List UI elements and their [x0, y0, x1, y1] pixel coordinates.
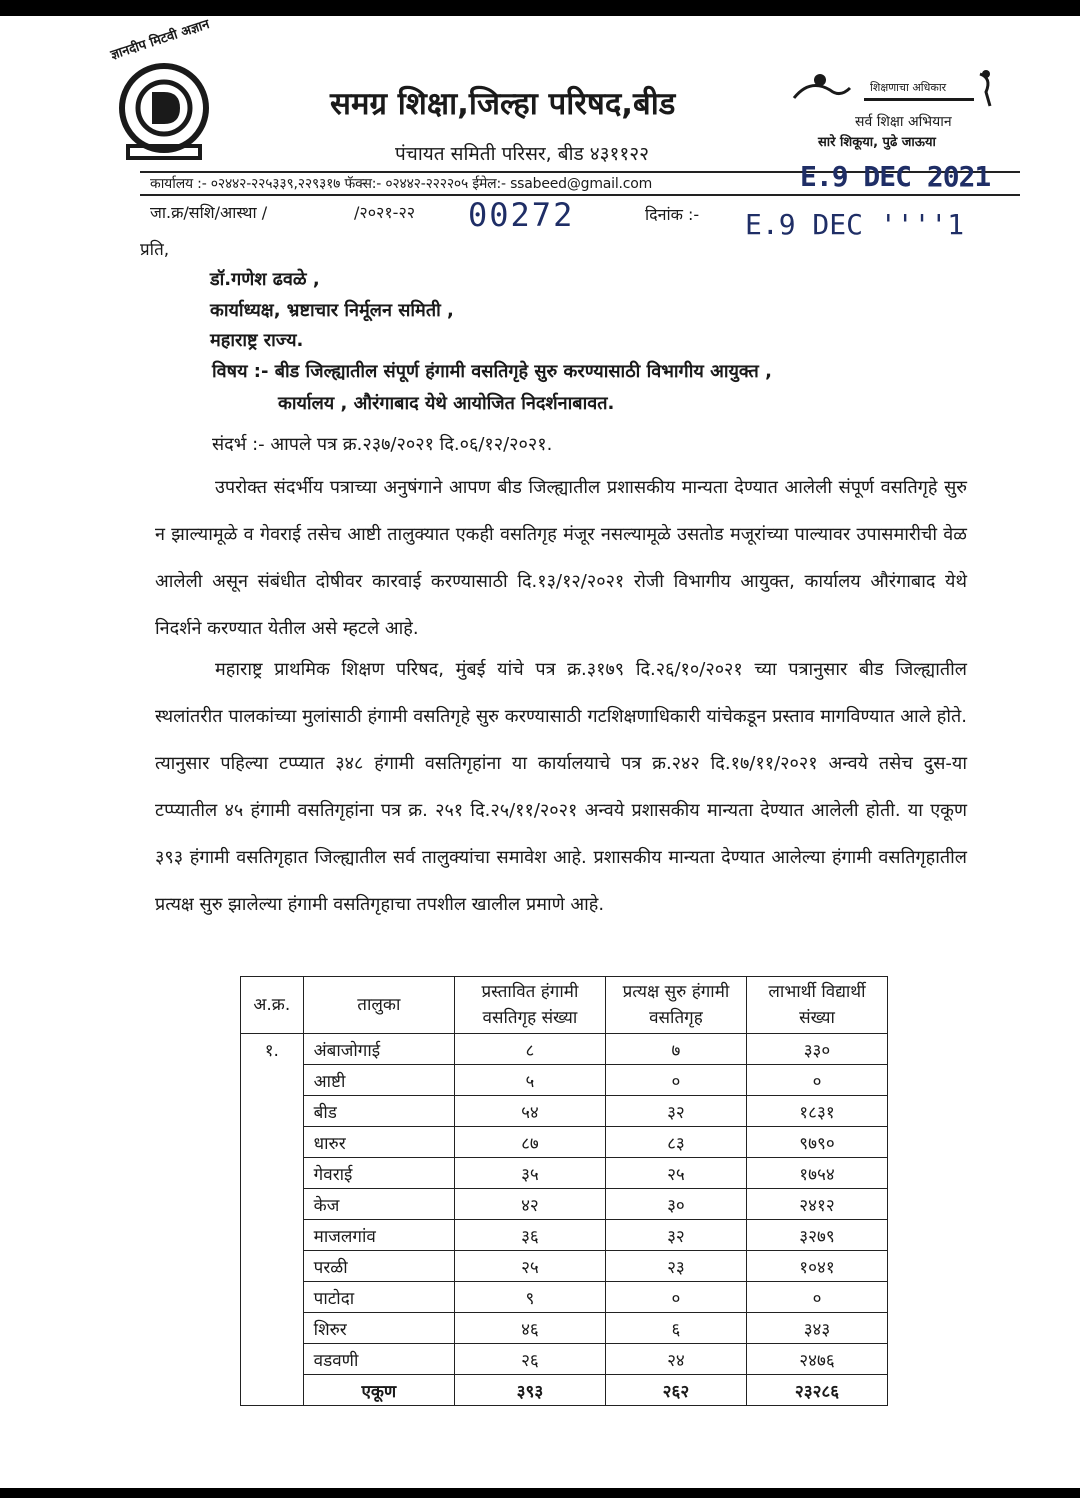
table-cell-proposed: ३५	[454, 1158, 605, 1189]
reference-prefix: जा.क्र/सशि/आस्था /	[150, 203, 268, 222]
body-paragraph-1: उपरोक्त संदर्भीय पत्राच्या अनुषंगाने आपण बीड जिल्ह्यातील प्रशासकीय मान्यता देण्यात आलेली संपूर्ण वसतिगृहे सुरु न झाल्यामूळे व गेवराई तसेच आष्टी तालुक्यात एकही वसतिगृह मंजूर नसल्यामूळे उसतोड मजूरांच्या पाल्यावर उपासमारीची वेळ आलेली असून संबंधीत दोषीवर कारवाई करण्यासाठी दि.१३/१२/२०२१ रोजी विभागीय आयुक्त, कार्यालय औरंगाबाद येथे निदर्शने करण्यात येतील असे म्हटले आहे.	[155, 477, 967, 639]
table-cell-students: १८३१	[746, 1096, 887, 1127]
table-cell-sr: १.	[241, 1034, 304, 1065]
table-cell-students: ३४३	[746, 1313, 887, 1344]
table-cell-students: ०	[746, 1065, 887, 1096]
office-title: समग्र शिक्षा,जिल्हा परिषद,बीड	[330, 86, 676, 122]
col-header-proposed: प्रस्तावित हंगामी वसतिगृह संख्या	[454, 977, 605, 1034]
table-cell-taluka: गेवराई	[303, 1158, 454, 1189]
office-address: पंचायत समिती परिसर, बीड ४३११२२	[395, 143, 650, 165]
table-row	[241, 1282, 888, 1313]
col-header-taluka: तालुका	[303, 977, 454, 1034]
subject-line-1: विषय :- बीड जिल्ह्यातील संपूर्ण हंगामी वसतिगृहे सुरु करण्यासाठी विभागीय आयुक्त ,	[212, 361, 772, 382]
col-header-started: प्रत्यक्ष सुरु हंगामी वसतिगृह	[605, 977, 746, 1034]
table-cell-taluka: शिरुर	[303, 1313, 454, 1344]
table-cell-proposed: ३६	[454, 1220, 605, 1251]
date-label: दिनांक :-	[645, 205, 700, 224]
table-header-row	[241, 977, 888, 1034]
table-row	[241, 1096, 888, 1127]
col-header-sr: अ.क्र.	[241, 977, 304, 1034]
table-cell-taluka: परळी	[303, 1251, 454, 1282]
table-cell-students: २४१२	[746, 1189, 887, 1220]
table-cell-taluka: वडवणी	[303, 1344, 454, 1375]
table-cell-sr	[241, 1282, 304, 1313]
bottom-black-border	[0, 1488, 1080, 1498]
table-cell-proposed: ५	[454, 1065, 605, 1096]
table-cell-taluka: केज	[303, 1189, 454, 1220]
table-cell-students: २४७६	[746, 1344, 887, 1375]
table-cell-started: २४	[605, 1344, 746, 1375]
top-black-border	[0, 0, 1080, 16]
table-row	[241, 1313, 888, 1344]
date-stamp: E.9 DEC ''''1	[745, 208, 965, 241]
total-students: २३२८६	[746, 1375, 887, 1406]
table-cell-started: २५	[605, 1158, 746, 1189]
table-cell-students: ३२७९	[746, 1220, 887, 1251]
table-cell-taluka: माजलगांव	[303, 1220, 454, 1251]
table-row	[241, 1251, 888, 1282]
emblem-motto: ज्ञानदीप मिटवी अज्ञान	[108, 17, 212, 64]
table-cell-sr	[241, 1313, 304, 1344]
reference-letter: संदर्भ :- आपले पत्र क्र.२३७/२०२१ दि.०६/१२/२०२१.	[212, 434, 553, 455]
table-cell-started: ८३	[605, 1127, 746, 1158]
table-cell-taluka: धारुर	[303, 1127, 454, 1158]
table-cell-sr	[241, 1158, 304, 1189]
table-cell-proposed: ९	[454, 1282, 605, 1313]
table-row	[241, 1127, 888, 1158]
table-cell-taluka: आष्टी	[303, 1065, 454, 1096]
zp-emblem-icon	[98, 46, 230, 164]
table-cell-taluka: पाटोदा	[303, 1282, 454, 1313]
table-cell-taluka: अंबाजोगाई	[303, 1034, 454, 1065]
table-row	[241, 1034, 888, 1065]
to-label: प्रति,	[140, 240, 170, 260]
table-cell-proposed: २५	[454, 1251, 605, 1282]
table-cell-started: ७	[605, 1034, 746, 1065]
table-cell-started: २३	[605, 1251, 746, 1282]
table-cell-taluka: बीड	[303, 1096, 454, 1127]
table-row	[241, 1220, 888, 1251]
subject-line-2: कार्यालय , औरंगाबाद येथे आयोजित निदर्शनाबावत.	[278, 393, 615, 414]
table-cell-students: ३३०	[746, 1034, 887, 1065]
table-cell-students: ९७९०	[746, 1127, 887, 1158]
table-cell-started: ३२	[605, 1096, 746, 1127]
table-row	[241, 1344, 888, 1375]
table-cell-proposed: ४६	[454, 1313, 605, 1344]
table-body	[241, 1034, 888, 1406]
table-row	[241, 1065, 888, 1096]
table-cell-sr	[241, 1344, 304, 1375]
body-paragraph-2: महाराष्ट्र प्राथमिक शिक्षण परिषद, मुंबई यांचे पत्र क्र.३१७९ दि.२६/१०/२०२१ च्या पत्रानुसार बीड जिल्ह्यातील स्थलांतरीत पालकांच्या मुलांसाठी हंगामी वसतिगृहे सुरु करण्यासाठी गटशिक्षणाधिकारी यांचेकडून प्रस्ताव मागविण्यात आले होते. त्यानुसार पहिल्या टप्प्यात ३४८ हंगामी वसतिगृहांना या कार्यालयाचे पत्र क्र.२४२ दि.१७/११/२०२१ अन्वये तसेच दुस-या टप्प्यातील ४५ हंगामी वसतिगृहांना पत्र क्र. २५१ दि.२५/११/२०२१ अन्वये प्रशासकीय मान्यता देण्यात आलेली होती. या एकूण ३९३ हंगामी वसतिगृहात जिल्ह्यातील सर्व तालुक्यांचा समावेश आहे. प्रशासकीय मान्यता देण्यात आलेल्या हंगामी वसतिगृहातील प्रत्यक्ष सुरु झालेल्या हंगामी वसतिगृहाचा तपशील खालील प्रमाणे आहे.	[155, 659, 967, 915]
date-stamp-top: E.9 DEC 2021	[800, 160, 991, 193]
table-cell-students: १०४१	[746, 1251, 887, 1282]
total-started: २६२	[605, 1375, 746, 1406]
header-rule-bottom	[140, 194, 1020, 196]
table-cell-sr	[241, 1251, 304, 1282]
table-row	[241, 1189, 888, 1220]
total-label: एकूण	[303, 1375, 454, 1406]
table-cell-sr	[241, 1220, 304, 1251]
ssa-name: सर्व शिक्षा अभियान	[855, 114, 952, 130]
recipient-state: महाराष्ट्र राज्य.	[210, 330, 304, 351]
table-cell-sr	[241, 1189, 304, 1220]
table-cell-started: ६	[605, 1313, 746, 1344]
table-cell-proposed: ५४	[454, 1096, 605, 1127]
table-total-row	[241, 1375, 888, 1406]
table-row	[241, 1158, 888, 1189]
table-cell-started: ३०	[605, 1189, 746, 1220]
table-cell-students: १७५४	[746, 1158, 887, 1189]
reference-year: /२०२१-२२	[354, 203, 416, 222]
table-cell-proposed: ८	[454, 1034, 605, 1065]
table-cell-started: ३२	[605, 1220, 746, 1251]
total-proposed: ३९३	[454, 1375, 605, 1406]
table-cell-sr	[241, 1065, 304, 1096]
table-cell-started: ०	[605, 1282, 746, 1313]
recipient-designation: कार्याध्यक्ष, भ्रष्टाचार निर्मूलन समिती ,	[210, 300, 454, 321]
outward-number-stamp: 00272	[468, 196, 575, 234]
ssa-motto: सारे शिकूया, पुढे जाऊया	[818, 135, 936, 150]
col-header-students: लाभार्थी विद्यार्थी संख्या	[746, 977, 887, 1034]
table-cell-started: ०	[605, 1065, 746, 1096]
ssa-tagline: शिक्षणाचा अधिकार	[870, 81, 947, 94]
table-cell-blank	[241, 1375, 304, 1406]
recipient-name: डॉ.गणेश ढवळे ,	[210, 269, 320, 290]
table-cell-proposed: ४२	[454, 1189, 605, 1220]
table-cell-sr	[241, 1096, 304, 1127]
table-cell-sr	[241, 1127, 304, 1158]
table-cell-proposed: २६	[454, 1344, 605, 1375]
hostel-details-table	[240, 976, 888, 1406]
contact-line: कार्यालय :- ०२४४२-२२५३३९,२२९३१७ फॅक्स:- ०२४४२-२२२२०५ ईमेल:- ssabeed@gmail.com	[150, 176, 653, 192]
table-cell-proposed: ८७	[454, 1127, 605, 1158]
table-cell-students: ०	[746, 1282, 887, 1313]
